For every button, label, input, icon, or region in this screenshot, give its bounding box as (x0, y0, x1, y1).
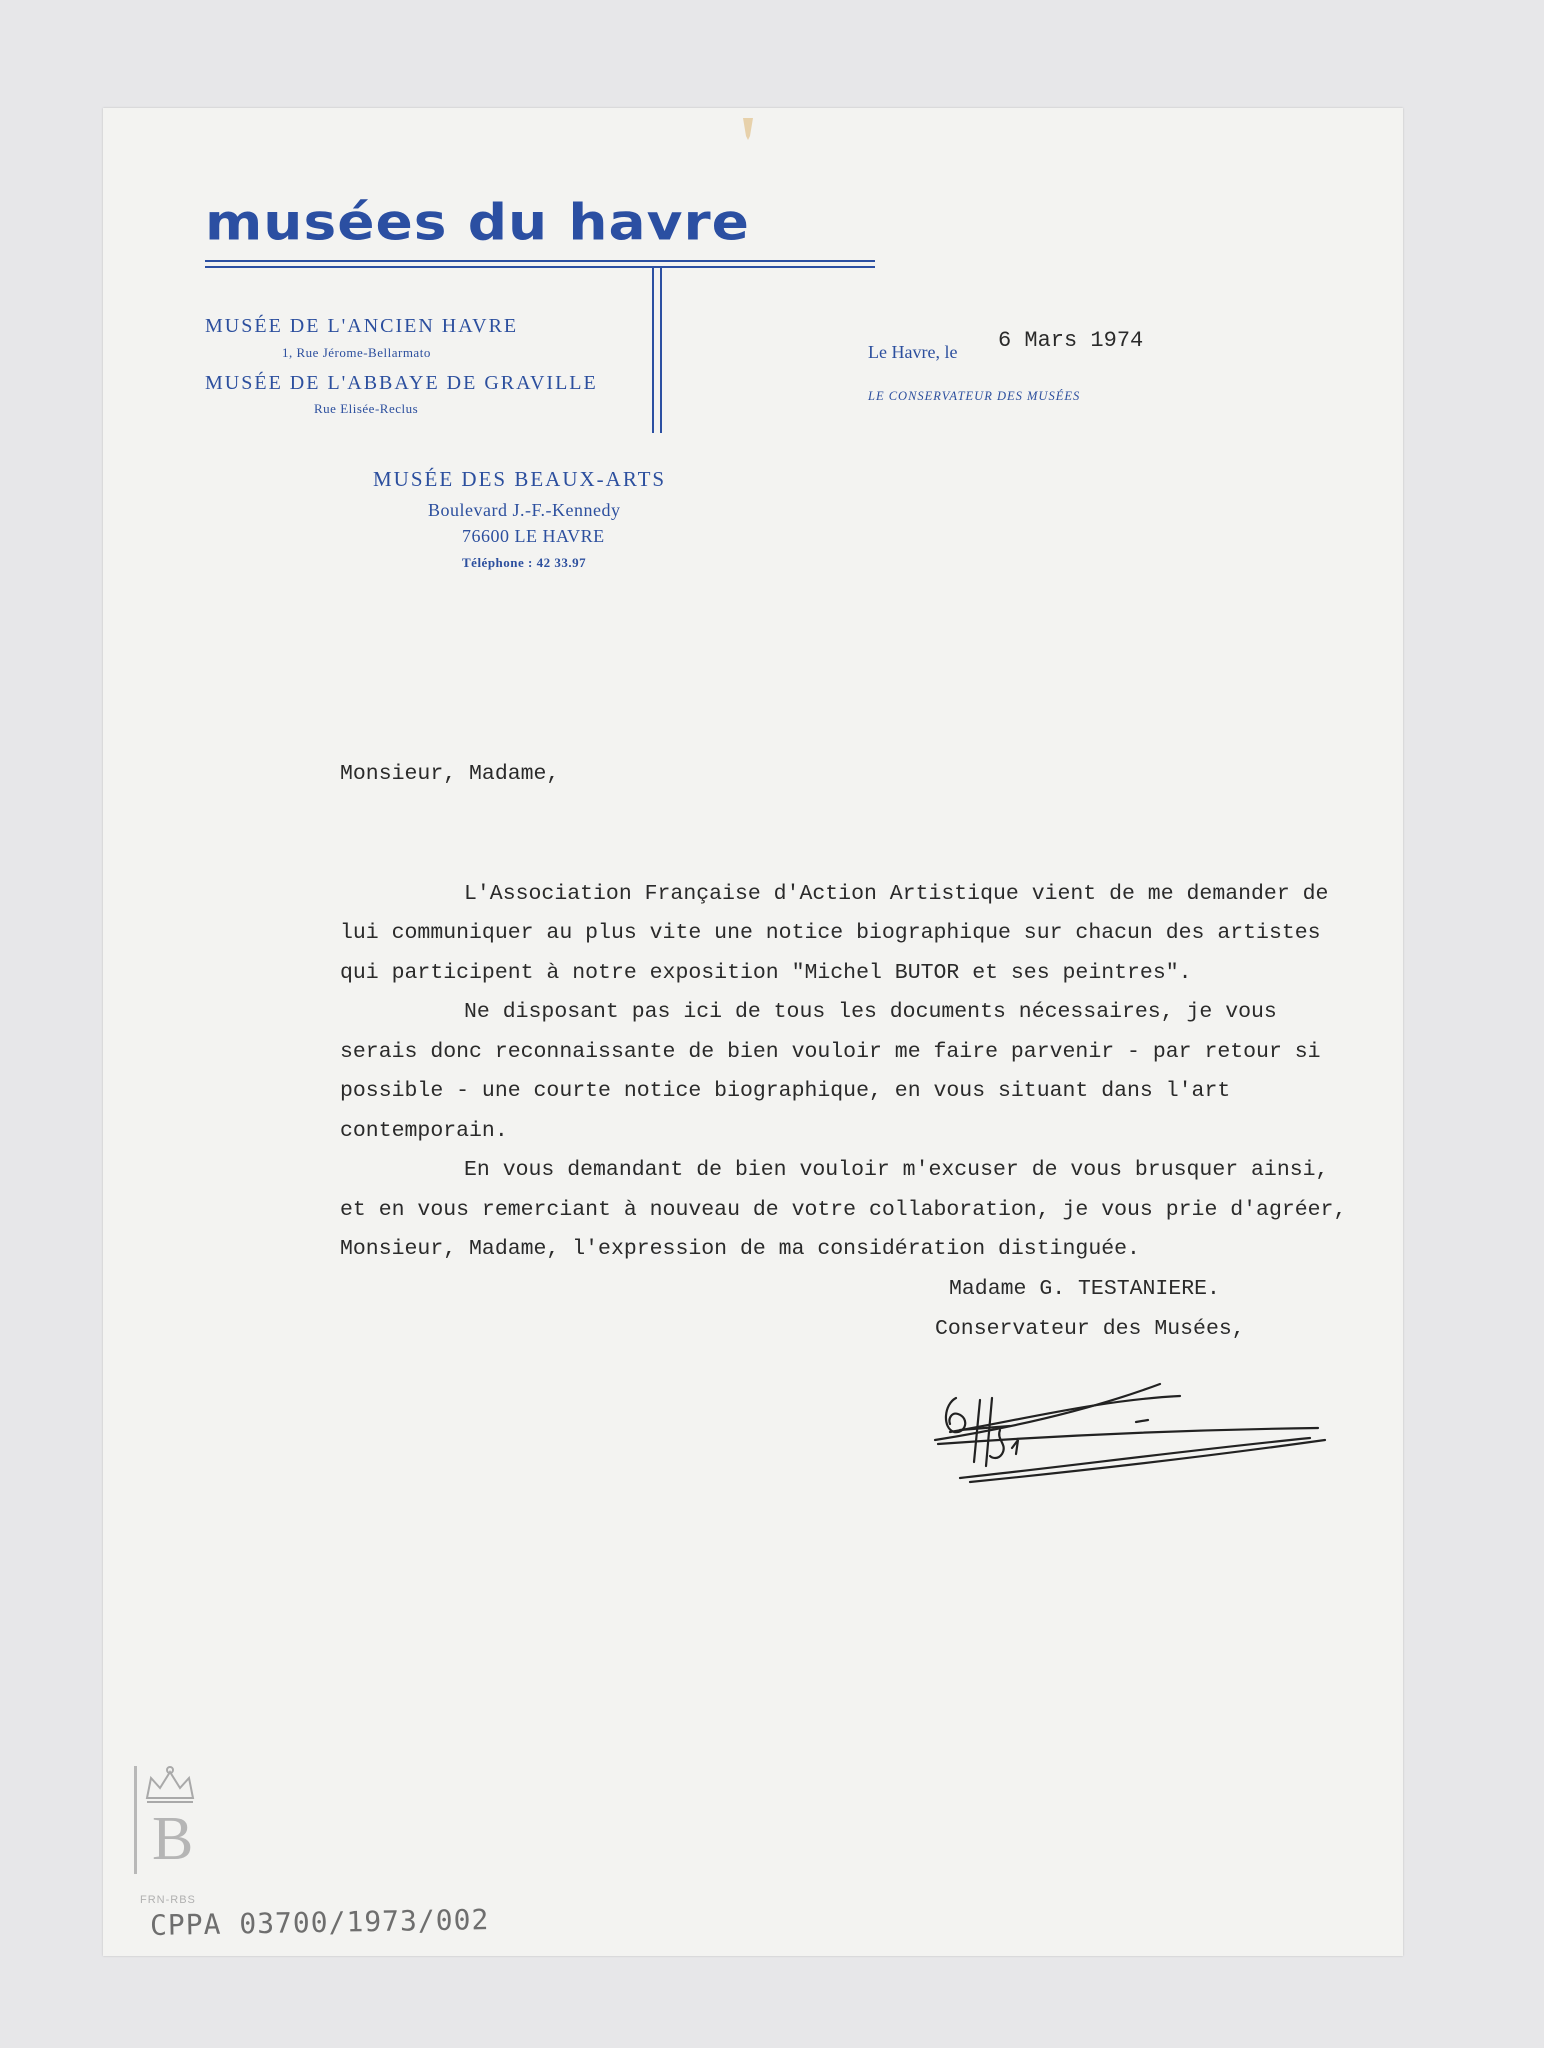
museum2-name: MUSÉE DE L'ABBAYE DE GRAVILLE (205, 372, 598, 394)
museum3-telephone: Téléphone : 42 33.97 (462, 555, 587, 570)
archive-reference: CPPA 03700/1973/002 (149, 1903, 490, 1942)
crown-icon (147, 1767, 193, 1802)
paragraph-2: Ne disposant pas ici de tous les documents nécessaires, je vous serais donc reconnaissante de bien vouloir me faire parvenir - par retour si possible - une courte notice biographique, en vous situant dans l'art contemporain. (340, 1000, 1321, 1143)
office-title: LE CONSERVATEUR DES MUSÉES (868, 389, 1081, 403)
signature-block (935, 1270, 1245, 1349)
letter-body (340, 755, 1360, 1270)
logo-underline-top (205, 260, 875, 262)
letterhead-divider-right (660, 268, 662, 433)
stamp-caption: FRN-RBS (140, 1894, 196, 1906)
letterhead-logo: musées du havre (205, 193, 750, 252)
museum2-address: Rue Elisée-Reclus (314, 401, 419, 416)
paper-tab-mark (742, 116, 754, 142)
letterhead-divider-left (652, 268, 654, 433)
paragraph-1: L'Association Française d'Action Artistique vient de me demander de lui communiquer au plus vite une notice biographique sur chacun des artistes qui participent à notre exposition "Michel BUTOR et ses peintres". (340, 881, 1329, 985)
letter-date: 6 Mars 1974 (998, 328, 1144, 353)
museum3-address1: Boulevard J.-F.-Kennedy (428, 500, 621, 520)
museum3-name: MUSÉE DES BEAUX-ARTS (373, 467, 667, 491)
signer-title: Conservateur des Musées, (935, 1316, 1245, 1341)
paragraph-3: En vous demandant de bien vouloir m'excuser de vous brusquer ainsi, et en vous remerciant à nouveau de votre collaboration, je vous prie d'agréer, Monsieur, Madame, l'expression de ma considération distinguée. (340, 1158, 1347, 1261)
stamp-letter: B (152, 1805, 194, 1873)
museum1-name: MUSÉE DE L'ANCIEN HAVRE (205, 315, 519, 337)
signature-mark (930, 1370, 1330, 1500)
place-prefix: Le Havre, le (868, 342, 958, 362)
museum1-address: 1, Rue Jérome-Bellarmato (282, 345, 431, 360)
salutation: Monsieur, Madame, (340, 762, 560, 786)
signer-name: Madame G. TESTANIERE. (949, 1277, 1220, 1301)
logo-underline-bottom (205, 266, 875, 268)
museum3-address2: 76600 LE HAVRE (462, 526, 605, 546)
